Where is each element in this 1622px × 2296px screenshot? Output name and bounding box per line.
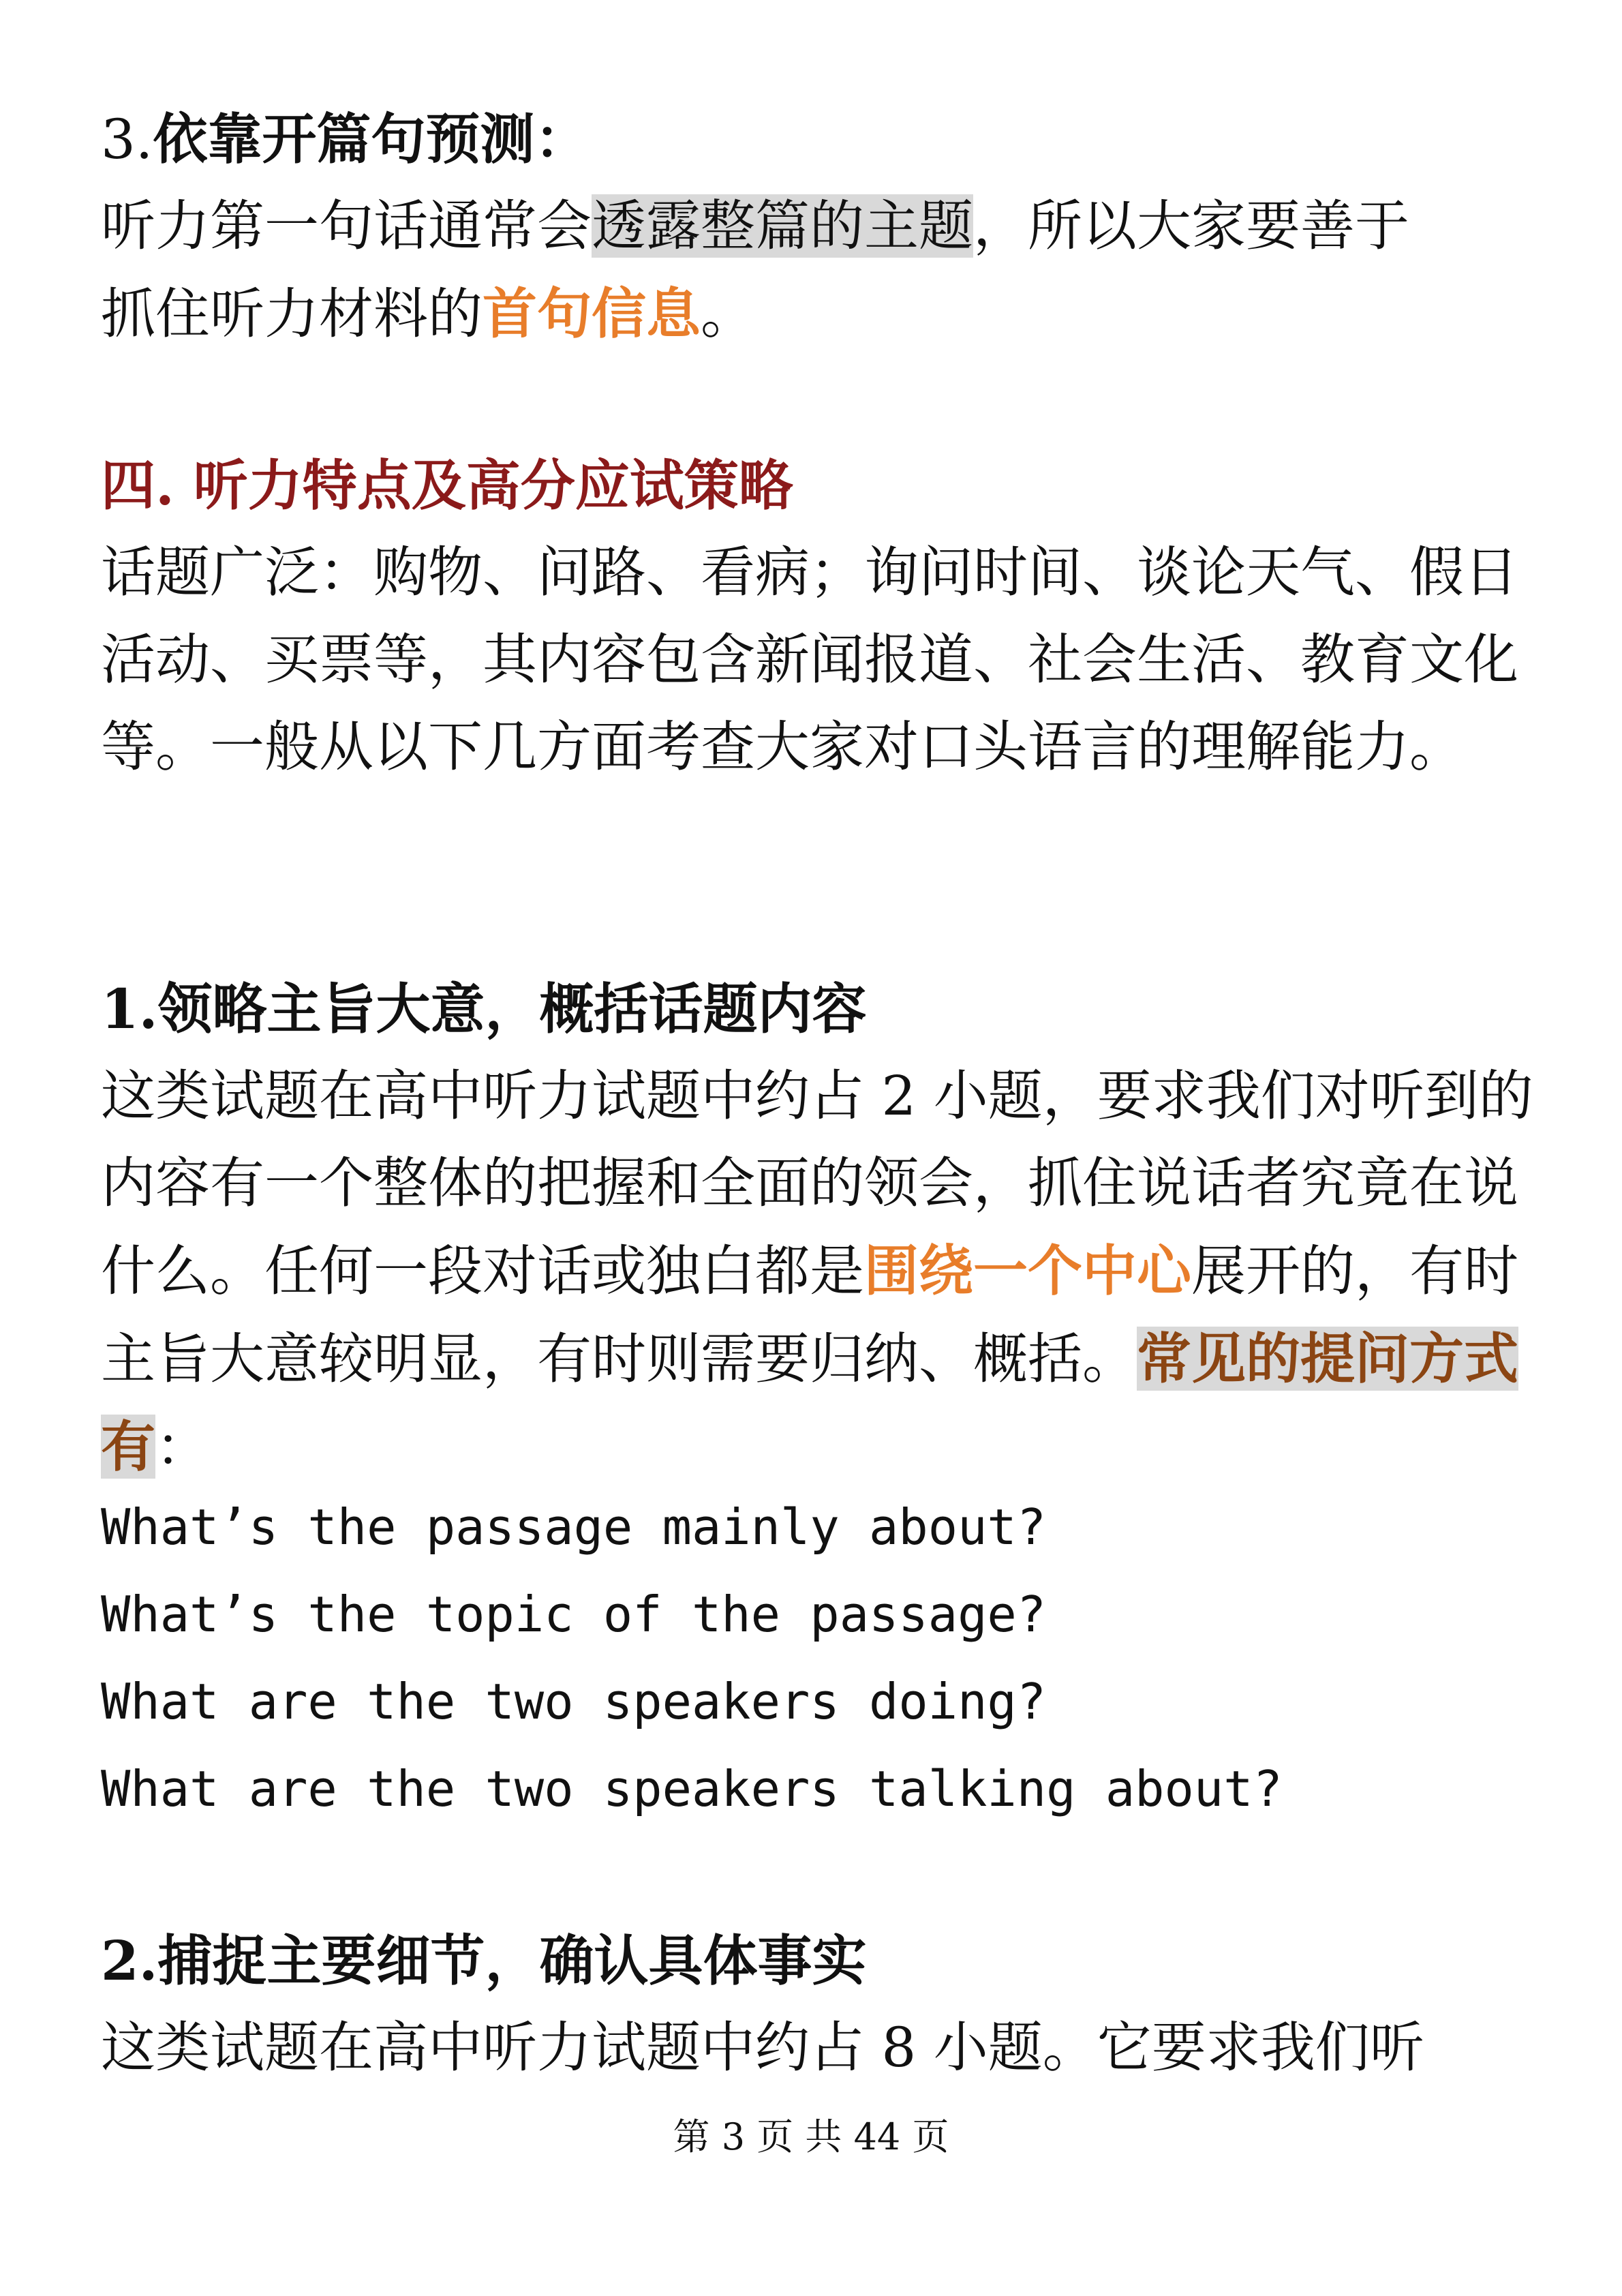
section-4-heading: 四. 听力特点及高分应试策略 [101,453,793,517]
question-line: What’s the topic of the passage? [101,1586,1047,1643]
section-3-paragraph-line2 [101,270,1539,358]
question-line: What are the two speakers talking about? [101,1760,1283,1817]
highlighted-text: 透露整篇的主题 [592,194,973,258]
section-3-number: 3. [101,108,153,171]
paragraph-text: 听力第一句话通常会 [101,194,592,258]
orange-emphasis: 首句信息 [483,282,701,346]
item-2-paragraph: 这类试题在高中听力试题中约占 8 小题。它要求我们听 [101,2016,1424,2079]
item-2-heading: 2.捕捉主要细节，确认具体事实 [101,1929,867,1993]
section-3-heading [101,95,1539,183]
paragraph-text: 。 [701,282,755,346]
question-line: What are the two speakers doing? [101,1673,1047,1730]
paragraph-text: 抓住听力材料的 [101,282,483,346]
section-3-paragraph [101,183,1539,270]
brown-highlighted-text: 常见的提问方式有 [101,1327,1518,1479]
section-4-paragraph: 话题广泛：购物、问路、看病；询问时间、谈论天气、假日活动、买票等，其内容包含新闻报道、社会生活、教育文化等。一般从以下几方面考查大家对口头语言的理解能力。 [101,541,1518,779]
item-1-paragraph [101,1053,1539,1491]
orange-emphasis: 围绕一个中心 [864,1239,1191,1303]
paragraph-text: 这类试题在高中听力试题中约占 2 小题，要求我们对听到的内容有一个整体的把握和全面的领会，抓住说话者究竟在说什么。任何一段对话或独白都是 [101,1064,1533,1303]
question-line: What’s the passage mainly about? [101,1498,1047,1556]
paragraph-text: ，所以大家要善于 [973,194,1409,258]
paragraph-text: 展开的，有时主旨大意较明显，有时则需要归纳、概括。 [101,1239,1518,1391]
page-footer: 第 3 页 共 44 页 [673,2115,949,2158]
paragraph-text: ： [155,1415,210,1479]
item-1-heading: 1.领略主旨大意，概括话题内容 [101,977,867,1041]
section-3-title: 依靠开篇句预测： [153,107,590,171]
